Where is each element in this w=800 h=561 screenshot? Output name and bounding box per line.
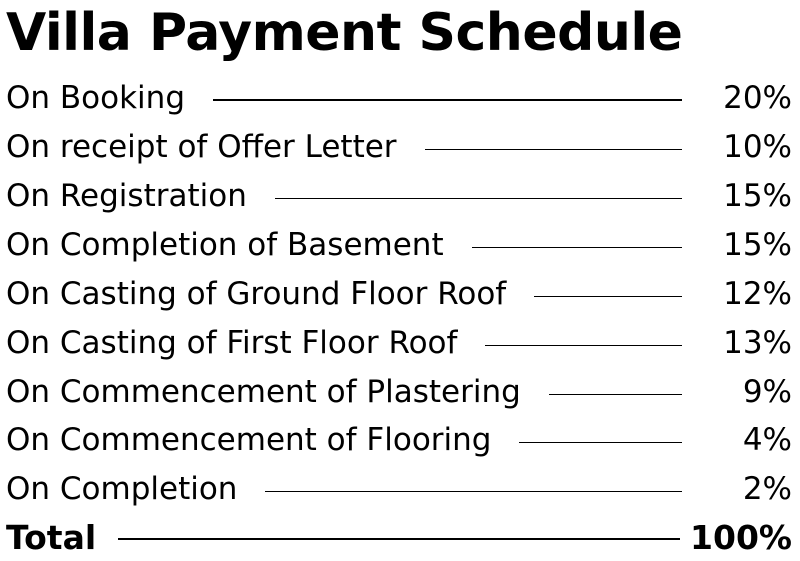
- schedule-row: [6, 172, 792, 220]
- leader-line: [472, 247, 682, 248]
- schedule-row-percent: 15%: [723, 178, 792, 214]
- leader-line: [275, 198, 682, 199]
- schedule-row: [6, 416, 792, 464]
- page-title: Villa Payment Schedule: [6, 3, 683, 63]
- schedule-row: [6, 319, 792, 367]
- schedule-row-percent: 2%: [742, 471, 792, 507]
- schedule-row-label: On Completion of Basement: [6, 227, 444, 263]
- schedule-row-percent: 4%: [742, 422, 792, 458]
- schedule-row: [6, 74, 792, 122]
- total-row: [6, 513, 792, 561]
- schedule-row-label: On Completion: [6, 471, 238, 507]
- schedule-row-label: On Commencement of Plastering: [6, 374, 521, 410]
- leader-line: [265, 491, 682, 492]
- leader-line: [213, 99, 682, 101]
- schedule-row: [6, 123, 792, 171]
- leader-line: [549, 394, 682, 395]
- schedule-row: [6, 270, 792, 318]
- schedule-row-label: On Registration: [6, 178, 247, 214]
- schedule-row-label: On Casting of Ground Floor Roof: [6, 276, 507, 312]
- schedule-row-percent: 13%: [723, 325, 792, 361]
- schedule-row: [6, 368, 792, 416]
- schedule-row-label: On receipt of Offer Letter: [6, 129, 397, 165]
- schedule-row: [6, 221, 792, 269]
- schedule-row-label: On Casting of First Floor Roof: [6, 325, 458, 361]
- total-label: Total: [6, 517, 97, 557]
- schedule-row-percent: 20%: [723, 80, 792, 116]
- schedule-row-percent: 12%: [723, 276, 792, 312]
- schedule-row-percent: 15%: [723, 227, 792, 263]
- schedule-row: [6, 465, 792, 513]
- leader-line: [425, 149, 682, 150]
- leader-line: [534, 296, 682, 297]
- leader-line: [118, 538, 680, 540]
- schedule-row-label: On Booking: [6, 80, 185, 116]
- schedule-row-percent: 10%: [723, 129, 792, 165]
- schedule-row-label: On Commencement of Flooring: [6, 422, 492, 458]
- leader-line: [519, 442, 682, 443]
- schedule-row-percent: 9%: [742, 374, 792, 410]
- leader-line: [485, 345, 682, 346]
- total-percent: 100%: [690, 517, 792, 557]
